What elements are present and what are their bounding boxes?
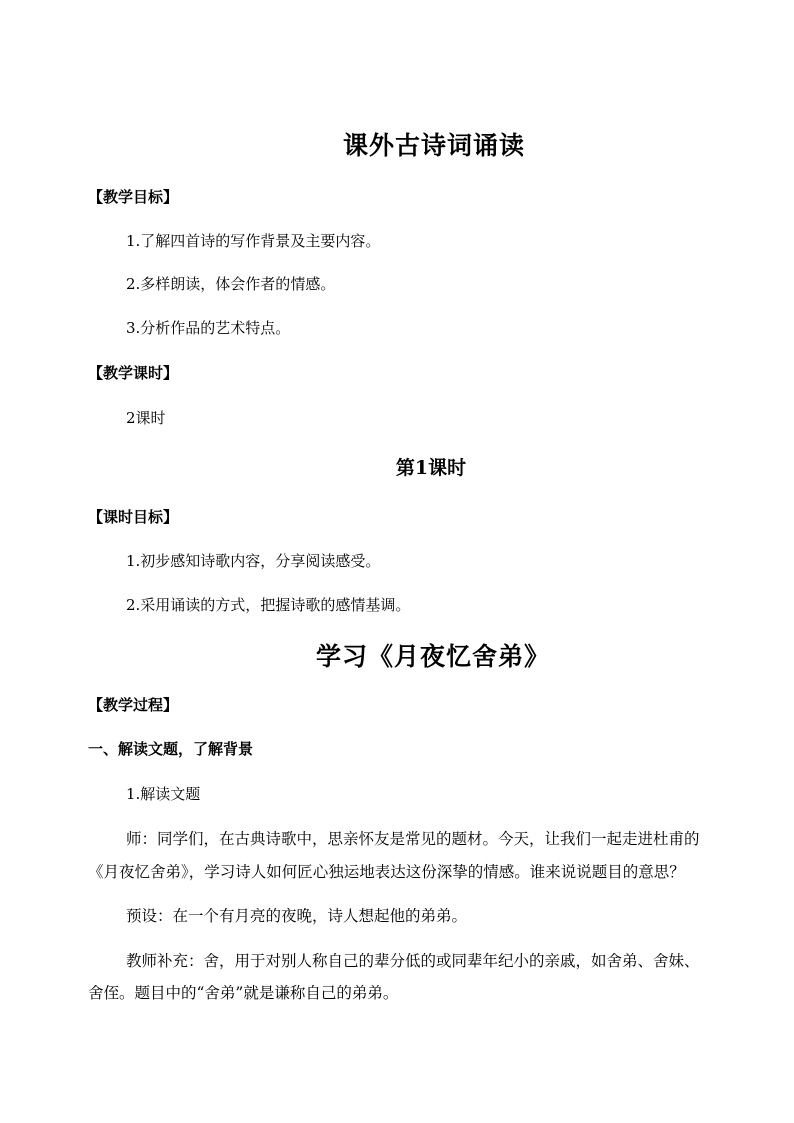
hours-value: 2课时 <box>126 409 166 427</box>
teacher-paragraph-line-1: 师：同学们，在古典诗歌中，思亲怀友是常见的题材。今天，让我们一起走进杜甫的 <box>126 830 700 848</box>
teacher-paragraph-line-2: 《月夜忆舍弟》，学习诗人如何匠心独运地表达这份深挚的情感。谁来说说题目的意思？ <box>88 863 685 881</box>
lesson-objective-item-1: 1.初步感知诗歌内容，分享阅读感受。 <box>126 552 381 570</box>
lesson-objectives-heading: 【课时目标】 <box>88 508 179 526</box>
lesson-objective-item-2: 2.采用诵读的方式，把握诗歌的感情基调。 <box>126 596 411 614</box>
lesson-title: 第1课时 <box>395 457 467 479</box>
step1-item: 1.解读文题 <box>126 785 201 803</box>
supplement-paragraph-line-1: 教师补充：舍，用于对别人称自己的辈分低的或同辈年纪小的亲戚，如舍弟、舍妹、 <box>126 952 700 970</box>
section-title: 学习《月夜忆舍弟》 <box>315 642 550 671</box>
hours-heading: 【教学课时】 <box>88 364 179 382</box>
objectives-heading: 【教学目标】 <box>88 188 179 206</box>
objective-item-2: 2.多样朗读，体会作者的情感。 <box>126 275 336 293</box>
supplement-paragraph-line-2: 舍侄。题目中的“舍弟”就是谦称自己的弟弟。 <box>88 984 399 1002</box>
preset-paragraph: 预设：在一个有月亮的夜晚，诗人想起他的弟弟。 <box>126 907 468 925</box>
process-heading: 【教学过程】 <box>88 696 179 714</box>
objective-item-3: 3.分析作品的艺术特点。 <box>126 319 291 337</box>
step1-heading: 一、解读文题，了解背景 <box>88 740 254 758</box>
objective-item-1: 1.了解四首诗的写作背景及主要内容。 <box>126 232 381 250</box>
document-title: 课外古诗词诵读 <box>342 131 525 160</box>
